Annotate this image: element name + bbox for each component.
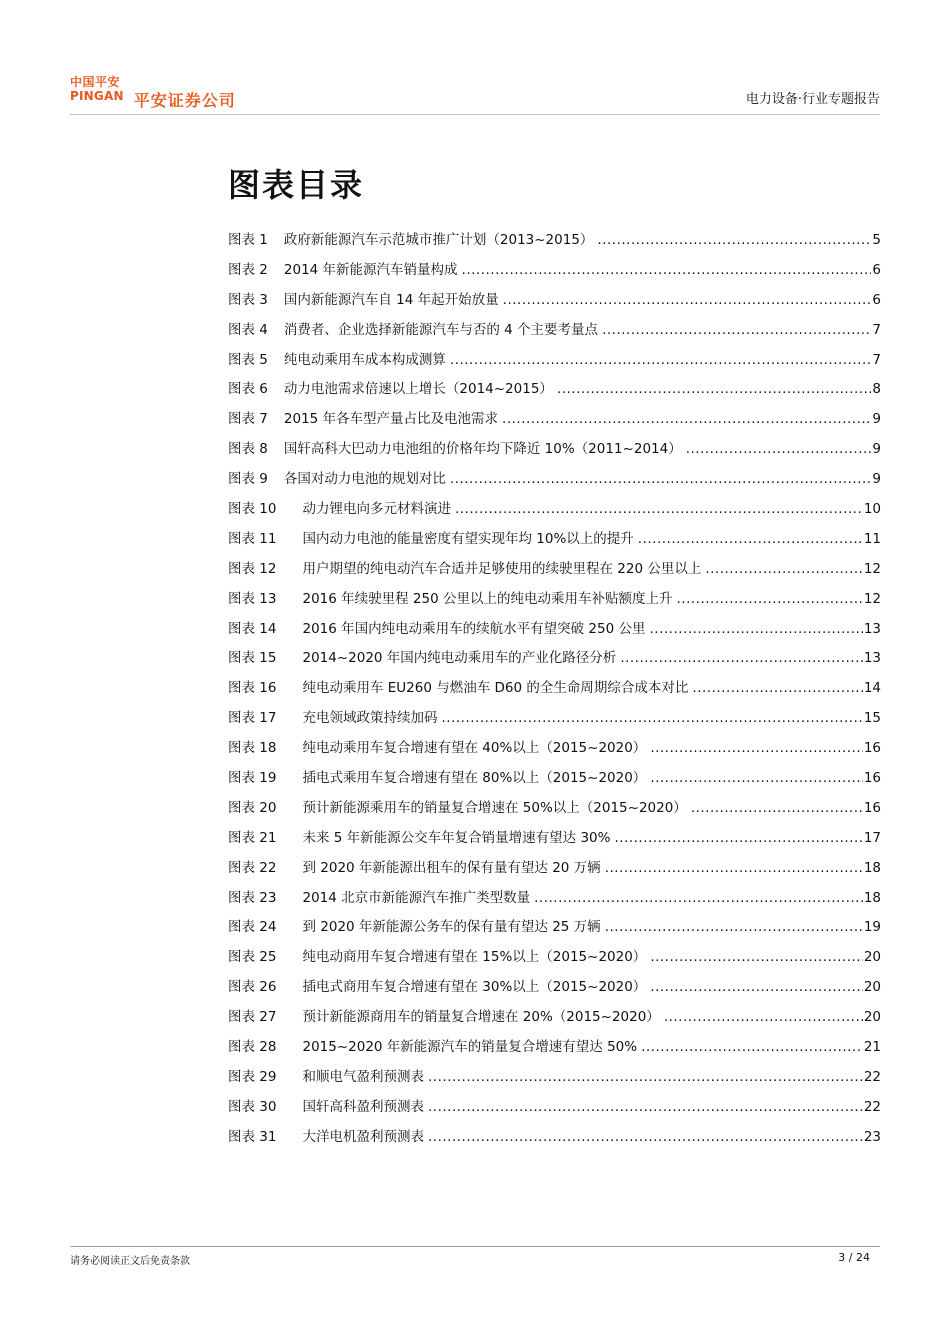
company-logo [70, 76, 236, 111]
toc-entry[interactable] [228, 585, 881, 615]
toc-entry-page: 14 [863, 680, 881, 697]
header-divider [70, 114, 880, 115]
toc-entry-page: 13 [863, 650, 881, 667]
toc-entry-title: 国内新能源汽车自 14 年起开始放量 [283, 291, 499, 308]
toc-entry-label: 图表 8 [228, 441, 268, 458]
toc-entry-page: 16 [863, 740, 881, 757]
page-header [70, 74, 880, 116]
toc-entry[interactable] [228, 824, 881, 854]
toc-entry-page: 12 [863, 560, 881, 577]
toc-dot-leader [597, 226, 871, 256]
toc-entry[interactable] [228, 913, 881, 943]
toc-entry-title: 各国对动力电池的规划对比 [283, 471, 446, 488]
company-name: 平安证券公司 [133, 91, 236, 110]
toc-entry[interactable] [228, 615, 881, 645]
toc-entry-page: 18 [863, 889, 881, 906]
toc-entry-title: 纯电动乘用车成本构成测算 [283, 351, 446, 368]
toc-dot-leader [441, 704, 862, 734]
toc-dot-leader [614, 824, 862, 854]
page-title: 图表目录 [228, 166, 365, 204]
toc-dot-leader [534, 884, 863, 914]
toc-dot-leader [602, 316, 871, 346]
toc-entry-label: 图表 7 [228, 411, 268, 428]
toc-entry-page: 15 [863, 710, 881, 727]
toc-entry[interactable] [228, 555, 881, 585]
toc-entry-title: 2014 北京市新能源汽车推广类型数量 [302, 889, 531, 906]
toc-entry[interactable] [228, 644, 881, 674]
toc-entry-label: 图表 11 [228, 530, 277, 547]
toc-entry-label: 图表 17 [228, 710, 277, 727]
toc-entry-label: 图表 29 [228, 1068, 277, 1085]
toc-entry[interactable] [228, 1033, 881, 1063]
toc-entry-title: 和顺电气盈利预测表 [302, 1068, 424, 1085]
toc-entry-label: 图表 3 [228, 291, 268, 308]
toc-entry-title: 用户期望的纯电动汽车合适并足够使用的续驶里程在 220 公里以上 [302, 560, 702, 577]
toc-dot-leader [641, 1033, 863, 1063]
toc-dot-leader [664, 1003, 863, 1033]
toc-dot-leader [691, 794, 863, 824]
toc-entry-label: 图表 1 [228, 232, 268, 248]
logo-chinese-text: 中国平安 [70, 75, 121, 89]
toc-dot-leader [428, 1093, 863, 1123]
pingan-logo-mark [70, 76, 124, 102]
toc-entry-label: 图表 13 [228, 590, 277, 607]
toc-entry-title: 消费者、企业选择新能源汽车与否的 4 个主要考量点 [283, 321, 599, 338]
toc-entry-page: 20 [863, 949, 881, 966]
toc-entry-label: 图表 25 [228, 949, 277, 966]
toc-entry-title: 政府新能源汽车示范城市推广计划（2013~2015） [283, 232, 594, 248]
toc-entry-label: 图表 28 [228, 1039, 277, 1056]
toc-entry-page: 16 [863, 770, 881, 787]
toc-entry[interactable] [228, 1063, 881, 1093]
toc-entry-title: 动力电池需求倍速以上增长（2014~2015） [283, 381, 553, 398]
toc-dot-leader [650, 943, 863, 973]
toc-entry-page: 7 [872, 351, 881, 368]
toc-dot-leader [650, 734, 863, 764]
toc-dot-leader [428, 1123, 863, 1153]
toc-entry-title: 国内动力电池的能量密度有望实现年均 10%以上的提升 [302, 530, 634, 547]
toc-entry-label: 图表 12 [228, 560, 277, 577]
toc-entry-page: 22 [863, 1098, 881, 1115]
toc-dot-leader [649, 615, 862, 645]
toc-dot-leader [638, 525, 863, 555]
toc-entry[interactable] [228, 674, 881, 704]
toc-entry[interactable] [228, 465, 881, 495]
toc-entry-page: 10 [863, 501, 881, 518]
toc-entry-label: 图表 26 [228, 979, 277, 996]
toc-entry-label: 图表 2 [228, 261, 268, 278]
toc-dot-leader [650, 764, 863, 794]
toc-dot-leader [620, 644, 863, 674]
toc-entry-label: 图表 14 [228, 620, 277, 637]
toc-entry[interactable] [228, 226, 881, 256]
toc-entry-page: 20 [863, 1009, 881, 1026]
toc-entry-title: 2016 年续驶里程 250 公里以上的纯电动乘用车补贴额度上升 [302, 590, 673, 607]
page-indicator: 3 / 24 [838, 1251, 870, 1264]
toc-entry[interactable] [228, 256, 881, 286]
toc-entry-title: 到 2020 年新能源出租车的保有量有望达 20 万辆 [302, 859, 601, 876]
toc-entry[interactable] [228, 794, 881, 824]
toc-entry-title: 大洋电机盈利预测表 [302, 1128, 424, 1145]
toc-entry-label: 图表 10 [228, 501, 277, 518]
toc-entry-page: 17 [863, 829, 881, 846]
toc-entry-label: 图表 4 [228, 321, 268, 338]
toc-entry[interactable] [228, 286, 881, 316]
toc-dot-leader [462, 256, 872, 286]
toc-entry-label: 图表 19 [228, 770, 277, 787]
toc-entry[interactable] [228, 854, 881, 884]
toc-dot-leader [605, 913, 863, 943]
toc-entry-page: 9 [872, 441, 881, 458]
toc-entry[interactable] [228, 704, 881, 734]
toc-entry-title: 到 2020 年新能源公务车的保有量有望达 25 万辆 [302, 919, 601, 936]
toc-entry[interactable] [228, 316, 881, 346]
toc-entry-page: 21 [863, 1039, 881, 1056]
toc-entry-page: 6 [872, 261, 881, 278]
toc-dot-leader [692, 674, 862, 704]
toc-entry-page: 9 [872, 471, 881, 488]
toc-entry-page: 19 [863, 919, 881, 936]
figure-list [228, 226, 881, 1153]
toc-dot-leader [502, 405, 871, 435]
toc-entry-title: 预计新能源乘用车的销量复合增速在 50%以上（2015~2020） [302, 799, 687, 816]
toc-entry-page: 22 [863, 1068, 881, 1085]
toc-entry[interactable] [228, 495, 881, 525]
toc-entry-page: 23 [863, 1128, 881, 1145]
toc-entry-label: 图表 20 [228, 799, 277, 816]
toc-entry-page: 16 [863, 799, 881, 816]
toc-entry-title: 2016 年国内纯电动乘用车的续航水平有望突破 250 公里 [302, 620, 646, 637]
toc-entry-title: 预计新能源商用车的销量复合增速在 20%（2015~2020） [302, 1009, 660, 1026]
toc-dot-leader [503, 286, 872, 316]
toc-entry[interactable] [228, 1123, 881, 1153]
toc-entry-title: 动力锂电向多元材料演进 [302, 501, 451, 518]
toc-entry[interactable] [228, 525, 881, 555]
toc-entry-label: 图表 23 [228, 889, 277, 906]
footer-disclaimer: 请务必阅读正文后免责条款 [70, 1256, 190, 1267]
toc-dot-leader [455, 495, 863, 525]
toc-entry[interactable] [228, 346, 881, 376]
toc-entry-label: 图表 27 [228, 1009, 277, 1026]
toc-dot-leader [605, 854, 863, 884]
toc-entry-title: 2014~2020 年国内纯电动乘用车的产业化路径分析 [302, 650, 617, 667]
toc-entry-title: 国轩高科盈利预测表 [302, 1098, 424, 1115]
report-type: 电力设备·行业专题报告 [745, 92, 880, 107]
toc-entry-label: 图表 18 [228, 740, 277, 757]
logo-english-text: PINGAN [70, 89, 124, 103]
toc-entry-label: 图表 31 [228, 1128, 277, 1145]
toc-entry[interactable] [228, 764, 881, 794]
toc-entry-page: 12 [863, 590, 881, 607]
toc-entry-title: 纯电动乘用车 EU260 与燃油车 D60 的全生命周期综合成本对比 [302, 680, 689, 697]
toc-entry-label: 图表 6 [228, 381, 268, 398]
toc-entry[interactable] [228, 405, 881, 435]
toc-entry-title: 2015~2020 年新能源汽车的销量复合增速有望达 50% [302, 1039, 638, 1056]
toc-entry[interactable] [228, 734, 881, 764]
toc-dot-leader [686, 435, 872, 465]
toc-entry-label: 图表 5 [228, 351, 268, 368]
toc-entry[interactable] [228, 435, 881, 465]
toc-entry-page: 6 [872, 291, 881, 308]
toc-dot-leader [557, 375, 871, 405]
toc-entry-title: 充电领域政策持续加码 [302, 710, 438, 727]
toc-dot-leader [676, 585, 862, 615]
toc-entry-title: 插电式商用车复合增速有望在 30%以上（2015~2020） [302, 979, 647, 996]
toc-entry-label: 图表 22 [228, 859, 277, 876]
footer-divider [70, 1246, 880, 1247]
toc-entry-page: 18 [863, 859, 881, 876]
toc-entry-label: 图表 30 [228, 1098, 277, 1115]
toc-entry[interactable] [228, 375, 881, 405]
toc-entry-page: 11 [863, 530, 881, 547]
toc-entry-page: 9 [872, 411, 881, 428]
toc-entry[interactable] [228, 943, 881, 973]
toc-entry-title: 国轩高科大巴动力电池组的价格年均下降近 10%（2011~2014） [283, 441, 682, 458]
toc-entry-page: 8 [872, 381, 881, 398]
toc-entry-title: 插电式乘用车复合增速有望在 80%以上（2015~2020） [302, 770, 647, 787]
toc-dot-leader [450, 465, 872, 495]
toc-entry-page: 7 [872, 321, 881, 338]
toc-entry-label: 图表 21 [228, 829, 277, 846]
toc-entry-title: 2014 年新能源汽车销量构成 [283, 261, 458, 278]
toc-entry[interactable] [228, 884, 881, 914]
toc-entry-page: 5 [872, 232, 881, 248]
toc-dot-leader [428, 1063, 863, 1093]
toc-entry-page: 20 [863, 979, 881, 996]
toc-dot-leader [705, 555, 862, 585]
toc-entry[interactable] [228, 1093, 881, 1123]
toc-entry-label: 图表 16 [228, 680, 277, 697]
toc-entry-title: 纯电动商用车复合增速有望在 15%以上（2015~2020） [302, 949, 647, 966]
toc-entry-label: 图表 9 [228, 471, 268, 488]
toc-entry-page: 13 [863, 620, 881, 637]
toc-dot-leader [650, 973, 863, 1003]
toc-entry[interactable] [228, 1003, 881, 1033]
toc-entry-title: 2015 年各车型产量占比及电池需求 [283, 411, 499, 428]
toc-entry-title: 纯电动乘用车复合增速有望在 40%以上（2015~2020） [302, 740, 647, 757]
toc-entry-label: 图表 15 [228, 650, 277, 667]
toc-entry[interactable] [228, 973, 881, 1003]
toc-dot-leader [450, 346, 872, 376]
toc-entry-title: 未来 5 年新能源公交车年复合销量增速有望达 30% [302, 829, 611, 846]
toc-entry-label: 图表 24 [228, 919, 277, 936]
